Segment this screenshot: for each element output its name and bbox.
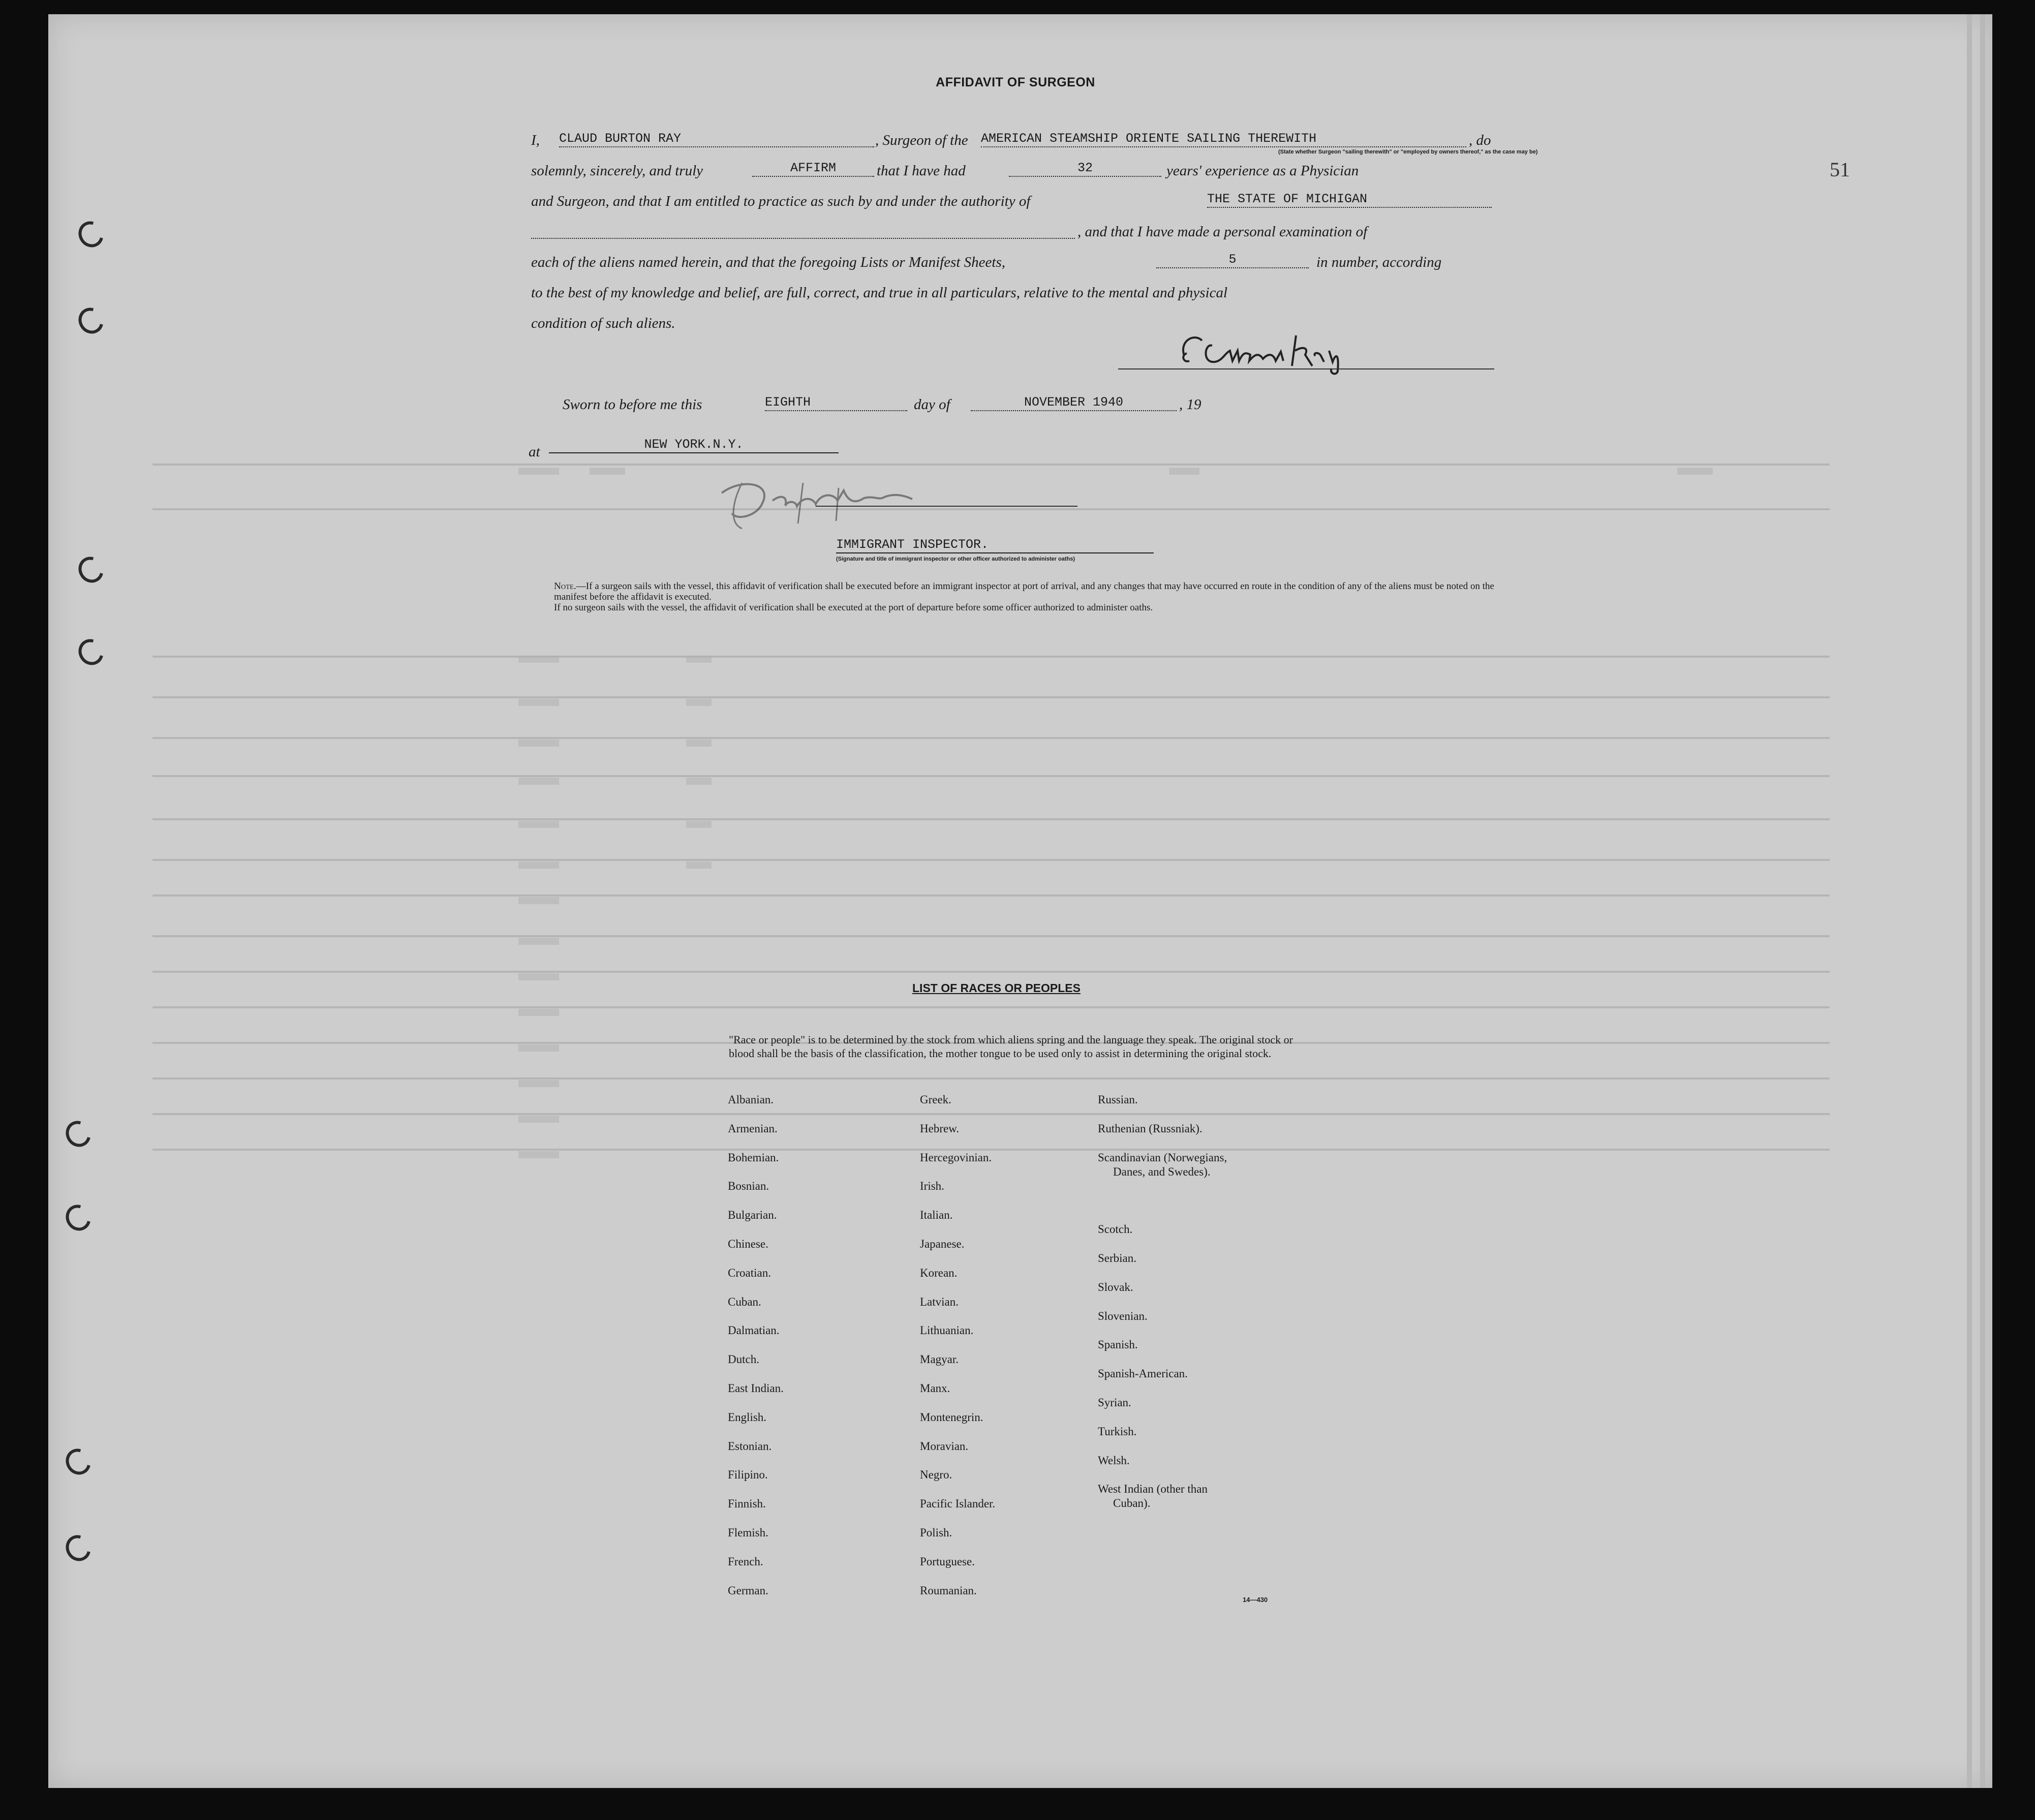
- affidavit-text: condition of such aliens.: [531, 315, 675, 331]
- affidavit-text: and Surgeon, and that I am entitled to practice as such by and under the authority of: [531, 193, 1031, 209]
- authority-continuation-field: [531, 223, 1075, 239]
- affirm-field: AFFIRM: [752, 161, 874, 177]
- race-item: Manx.: [920, 1381, 950, 1395]
- race-item: Italian.: [920, 1209, 953, 1222]
- race-item: Portuguese.: [920, 1555, 975, 1568]
- affidavit-text: , and that I have made a personal examination of: [1077, 224, 1368, 240]
- race-item: Latvian.: [920, 1295, 959, 1308]
- authority-field: THE STATE OF MICHIGAN: [1207, 192, 1492, 208]
- page-number: 51: [1830, 158, 1850, 181]
- races-column-3: [1098, 1093, 1227, 1525]
- page-title: AFFIDAVIT OF SURGEON: [936, 75, 1095, 89]
- race-item: Hercegovinian.: [920, 1151, 992, 1164]
- sworn-text: , 19: [1179, 396, 1201, 413]
- affidavit-text: solemnly, sincerely, and truly: [531, 163, 703, 179]
- verification-note: [554, 581, 1494, 613]
- inspector-title-field: IMMIGRANT INSPECTOR.: [836, 537, 1154, 553]
- race-item: English.: [728, 1410, 767, 1424]
- race-item: Chinese.: [728, 1237, 768, 1250]
- form-number: 14—430: [1243, 1596, 1268, 1603]
- race-item: Montenegrin.: [920, 1410, 983, 1424]
- race-item: Cuban.: [728, 1295, 761, 1308]
- race-item: [1098, 1193, 1227, 1222]
- race-item: Bulgarian.: [728, 1209, 777, 1222]
- race-item: Danes, and Swedes).: [1113, 1165, 1211, 1178]
- affidavit-text: that I have had: [877, 163, 966, 179]
- affidavit-text: years' experience as a Physician: [1166, 163, 1359, 179]
- race-item: Japanese.: [920, 1237, 965, 1250]
- affidavit-text: , do: [1469, 132, 1491, 148]
- note-text-2: If no surgeon sails with the vessel, the affidavit of verification shall be executed at the port of departure before some officer authorized to administer oaths.: [554, 602, 1153, 613]
- affidavit-text: I,: [531, 132, 540, 148]
- race-item: Cuban).: [1113, 1497, 1151, 1510]
- race-item: Finnish.: [728, 1497, 766, 1510]
- note-text-1: —If a surgeon sails with the vessel, this affidavit of verification shall be executed before an immigrant inspector at port of arrival, and any changes that may have occurred en route in the condition of any of the aliens must be noted on the manifest before the affidavit is executed.: [554, 581, 1494, 602]
- race-item: Albanian.: [728, 1093, 774, 1106]
- note-label: Note.: [554, 581, 576, 592]
- races-column-1: [728, 1093, 784, 1612]
- years-field: 32: [1009, 161, 1161, 177]
- race-item: Lithuanian.: [920, 1324, 974, 1337]
- races-title: LIST OF RACES OR PEOPLES: [912, 981, 1081, 995]
- race-item: Filipino.: [728, 1468, 768, 1482]
- race-item: West Indian (other than: [1098, 1483, 1208, 1496]
- race-item: Armenian.: [728, 1122, 778, 1135]
- sworn-text: Sworn to before me this: [563, 396, 702, 413]
- race-item: Bohemian.: [728, 1151, 779, 1164]
- race-item: Spanish.: [1098, 1338, 1138, 1351]
- race-item: German.: [728, 1584, 768, 1597]
- affidavit-text: to the best of my knowledge and belief, are full, correct, and true in all particulars, relative to the mental and physical: [531, 285, 1228, 301]
- race-item: Flemish.: [728, 1526, 768, 1539]
- race-item: Croatian.: [728, 1266, 771, 1279]
- vessel-field: AMERICAN STEAMSHIP ORIENTE SAILING THEREWITH: [981, 131, 1466, 147]
- race-item: Negro.: [920, 1468, 952, 1482]
- race-item: Turkish.: [1098, 1425, 1137, 1438]
- affidavit-text: in number, according: [1316, 254, 1442, 270]
- sworn-text: day of: [914, 396, 950, 413]
- race-item: Bosnian.: [728, 1180, 769, 1193]
- race-item: Estonian.: [728, 1439, 772, 1453]
- affidavit-text: , Surgeon of the: [875, 132, 968, 148]
- race-item: East Indian.: [728, 1381, 784, 1395]
- sworn-day-field: EIGHTH: [765, 395, 907, 411]
- race-item: Slovenian.: [1098, 1309, 1148, 1322]
- race-item: Russian.: [1098, 1093, 1138, 1106]
- race-item: Dutch.: [728, 1353, 759, 1366]
- signature-line: [1118, 368, 1494, 369]
- race-item: Polish.: [920, 1526, 952, 1539]
- inspector-signature-line: [816, 506, 1077, 507]
- races-column-2: [920, 1093, 995, 1612]
- race-item: Greek.: [920, 1093, 951, 1106]
- race-item: Ruthenian (Russniak).: [1098, 1122, 1202, 1135]
- sheets-count-field: 5: [1156, 252, 1309, 268]
- race-item: Serbian.: [1098, 1251, 1137, 1264]
- inspector-note: (Signature and title of immigrant inspector or other officer authorized to administer oaths): [836, 556, 1075, 562]
- race-item: Syrian.: [1098, 1396, 1131, 1409]
- race-item: Korean.: [920, 1266, 958, 1279]
- races-explanation: "Race or people" is to be determined by the stock from which aliens spring and the language they speak. The original stock or blood shall be the basis of the classification, the mother tongue to be used only to assist in determining the original stock.: [729, 1033, 1293, 1060]
- race-item: Pacific Islander.: [920, 1497, 996, 1510]
- race-item: Slovak.: [1098, 1280, 1133, 1293]
- surgeon-name-field: CLAUD BURTON RAY: [559, 131, 874, 147]
- race-item: Welsh.: [1098, 1454, 1130, 1467]
- race-item: Moravian.: [920, 1439, 969, 1453]
- race-item: Irish.: [920, 1180, 944, 1193]
- vessel-note: (State whether Surgeon "sailing therewith" or "employed by owners thereof," as the case may be): [1278, 149, 1538, 155]
- affidavit-text: each of the aliens named herein, and that the foregoing Lists or Manifest Sheets,: [531, 254, 1005, 270]
- race-item: Hebrew.: [920, 1122, 960, 1135]
- race-item: Spanish-American.: [1098, 1367, 1188, 1380]
- race-item: Magyar.: [920, 1353, 959, 1366]
- race-item: Scandinavian (Norwegians,: [1098, 1151, 1227, 1164]
- sworn-month-field: NOVEMBER 1940: [971, 395, 1177, 411]
- race-item: Dalmatian.: [728, 1324, 780, 1337]
- race-item: Roumanian.: [920, 1584, 977, 1597]
- place-field: NEW YORK.N.Y.: [549, 437, 839, 453]
- race-item: Scotch.: [1098, 1223, 1133, 1236]
- at-label: at: [529, 444, 540, 460]
- race-item: French.: [728, 1555, 763, 1568]
